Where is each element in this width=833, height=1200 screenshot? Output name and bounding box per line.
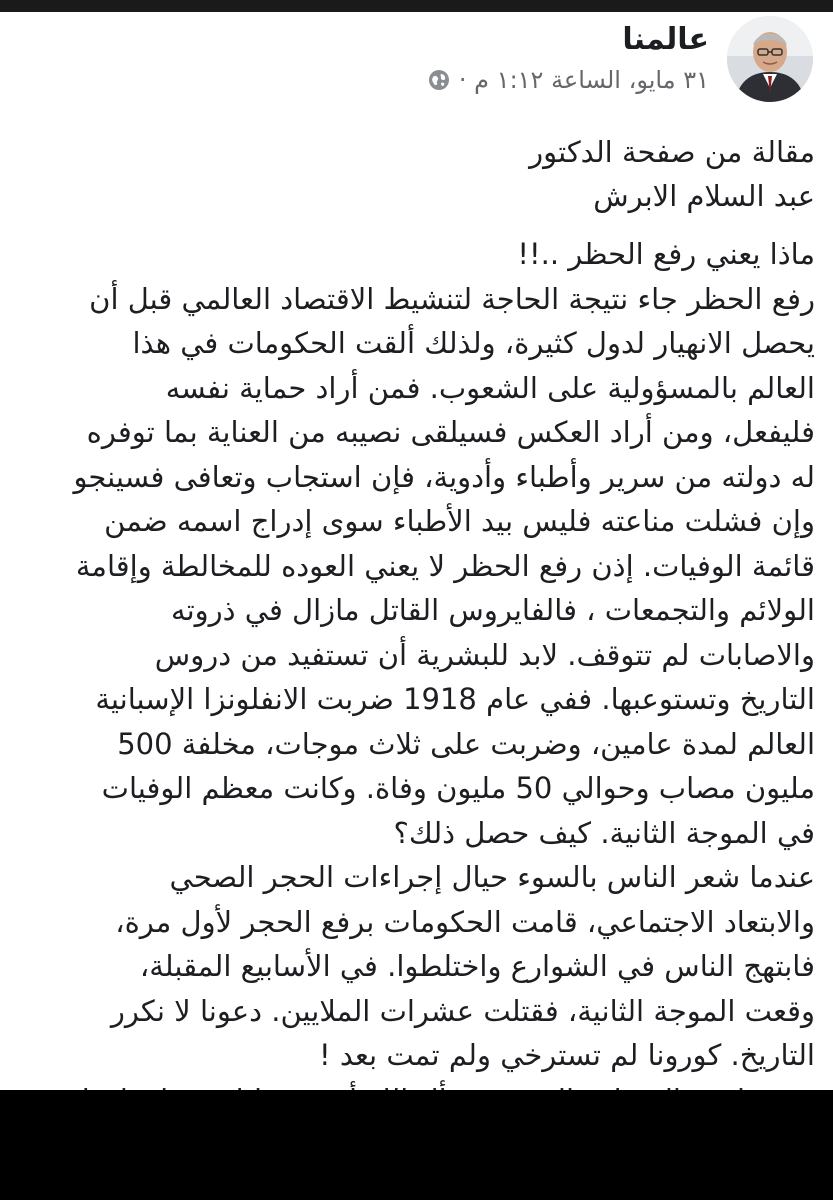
article-line: عندما شعر الناس بالسوء حيال إجراءات الحجر الصحي	[169, 860, 815, 894]
article-line: العالم لمدة عامين، وضربت على ثلاث موجات، مخلفة 500	[117, 726, 815, 761]
avatar-portrait-icon	[727, 16, 813, 102]
top-status-strip	[0, 0, 833, 12]
article-line: وقعت الموجة الثانية، فقتلت عشرات الملايين. دعونا لا نكرر	[110, 993, 815, 1028]
globe-icon	[427, 68, 451, 92]
article-line: والابتعاد الاجتماعي، قامت الحكومات برفع الحجر لأول مرة،	[115, 904, 815, 939]
post-meta	[427, 64, 709, 96]
article-line: في الموجة الثانية. كيف حصل ذلك؟	[393, 815, 815, 850]
bottom-black-area	[0, 1090, 833, 1200]
article-line: التاريخ وتستوعبها. ففي عام 1918 ضربت الانفلونزا الإسبانية	[95, 682, 815, 716]
article-line: التاريخ. كورونا لم تسترخي ولم تمت بعد !	[318, 1038, 815, 1072]
article-line: الولائم والتجمعات ، فالفايروس القاتل مازال في ذروته	[171, 593, 815, 627]
post-body	[15, 130, 815, 1167]
intro-line: عبد السلام الابرش	[593, 179, 815, 213]
article-line: له دولته من سرير وأطباء وأدوية، فإن استجاب وتعافى فسينجو	[73, 459, 815, 494]
article-title: ماذا يعني رفع الحظر ..!!	[517, 237, 815, 271]
post-header	[0, 12, 833, 112]
article-line: العالم بالمسؤولية على الشعوب. فمن أراد حماية نفسه	[165, 370, 815, 405]
article-line: قائمة الوفيات. إذن رفع الحظر لا يعني العوده للمخالطة وإقامة	[75, 548, 815, 583]
article-line: وإن فشلت مناعته فليس بيد الأطباء سوى إدراج اسمه ضمن	[104, 504, 815, 538]
article-line: فابتهج الناس في الشوارع واختلطوا. في الأسابيع المقبلة،	[139, 949, 815, 983]
article-line: والاصابات لم تتوقف. لابد للبشرية أن تستفيد من دروس	[154, 637, 815, 672]
author-name[interactable]: عالمنا	[622, 22, 709, 57]
post-timestamp[interactable]: ٣١ مايو، الساعة ١:١٢ م ·	[458, 66, 709, 94]
avatar[interactable]	[727, 16, 813, 102]
post-intro	[15, 130, 815, 218]
article-line: مليون مصاب وحوالي 50 مليون وفاة. وكانت معظم الوفيات	[101, 771, 815, 805]
intro-line: مقالة من صفحة الدكتور	[529, 135, 815, 169]
article-line: رفع الحظر جاء نتيجة الحاجة لتنشيط الاقتصاد العالمي قبل أن	[89, 281, 815, 316]
article-line: فليفعل، ومن أراد العكس فسيلقى نصيبه من العناية بما توفره	[86, 415, 815, 449]
article-line: يحصل الانهيار لدول كثيرة، ولذلك ألقت الحكومات في هذا	[132, 326, 815, 360]
author-block	[427, 20, 709, 96]
article-text	[15, 232, 815, 1167]
